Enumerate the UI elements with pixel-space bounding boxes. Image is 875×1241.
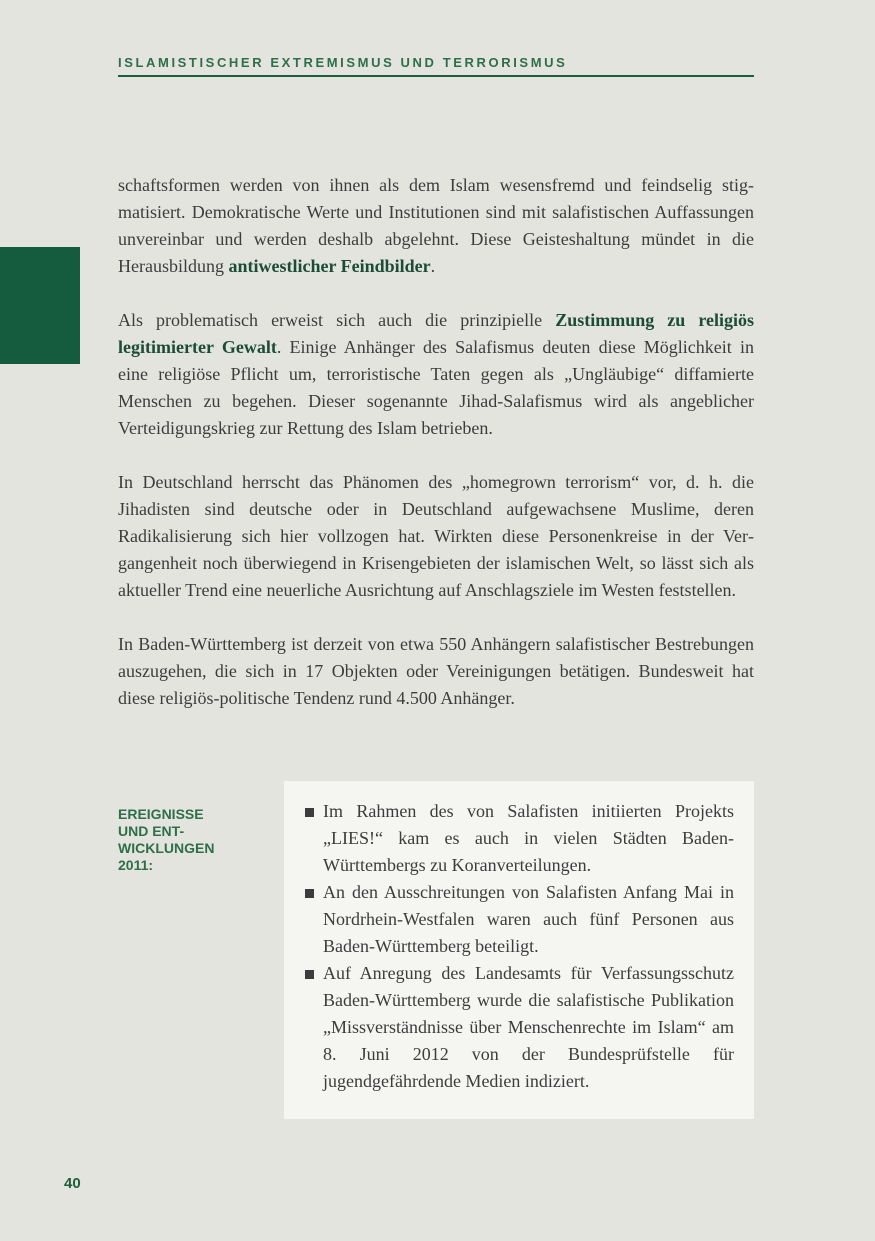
page-number: 40 [64, 1175, 81, 1192]
emphasis-feindbilder: antiwestlicher Feindbilder [228, 256, 431, 276]
chapter-tab-marker [0, 247, 80, 364]
list-item: Im Rahmen des von Salafisten initiierten Projekts „LIES!“ kam es auch in vielen Städten Baden-Württembergs zu Koranverteilungen. [305, 798, 734, 879]
main-text [118, 172, 754, 712]
paragraph-1: schaftsformen werden von ihnen als dem Islam wesensfremd und feindselig stigmatisiert. Demokratische Werte und Institutionen sind mit salafistischen Auffassungen unvereinbar und werden deshalb abgelehnt. Diese Geisteshaltung mündet in die Herausbildung antiwestlicher Feindbilder. [118, 175, 754, 276]
header-divider [118, 75, 754, 77]
paragraph-4: In Baden-Württemberg ist derzeit von etwa 550 Anhängern salafistischer Bestrebungen auszugehen, die sich in 17 Objekten oder Vereinigungen betätigen. Bundesweit hat diese religiös-politische Tendenz rund 4.500 Anhänger. [118, 634, 754, 708]
square-bullet-icon [305, 889, 314, 898]
square-bullet-icon [305, 808, 314, 817]
events-box [284, 781, 754, 1119]
events-heading: EREIGNISSE UND ENT- WICKLUNGEN 2011: [118, 806, 215, 873]
list-item: An den Ausschreitungen von Salafisten Anfang Mai in Nordrhein-Westfalen waren auch fünf Personen aus Baden-Württemberg beteiligt. [305, 879, 734, 960]
events-list [305, 798, 734, 1095]
emphasis-gewalt: Zustimmung zu religiös legitimierter Gewalt [118, 310, 754, 357]
list-item: Auf Anregung des Landesamts für Verfassungsschutz Baden-Württemberg wurde die salafistische Publikation „Missverständnisse über Menschenrechte im Islam“ am 8. Juni 2012 von der Bundesprüfstelle für jugendgefährdende Medien indiziert. [305, 960, 734, 1095]
paragraph-2: Als problematisch erweist sich auch die prinzipielle Zustimmung zu religiös legitimierter Gewalt. Einige Anhänger des Salafismus deuten diese Möglichkeit in eine religiöse Pflicht um, terroristische Taten gegen als „Ungläubige“ diffamierte Menschen zu begehen. Dieser sogenannte Jihad-Salafismus wird als angeblicher Verteidigungskrieg zur Rettung des Islam betrieben. [118, 310, 754, 438]
running-header: ISLAMISTISCHER EXTREMISMUS UND TERRORISMUS [118, 55, 568, 70]
paragraph-3: In Deutschland herrscht das Phänomen des „homegrown terrorism“ vor, d. h. die Jihadisten sind deutsche oder in Deutschland aufgewachsene Muslime, deren Radikalisierung sich hier vollzogen hat. Wirkten diese Personenkreise in der Vergangenheit noch überwiegend in Krisengebieten der islamischen Welt, so lässt sich als aktueller Trend eine neuerliche Ausrichtung auf Anschlagsziele im Westen feststellen. [118, 472, 754, 600]
square-bullet-icon [305, 970, 314, 979]
